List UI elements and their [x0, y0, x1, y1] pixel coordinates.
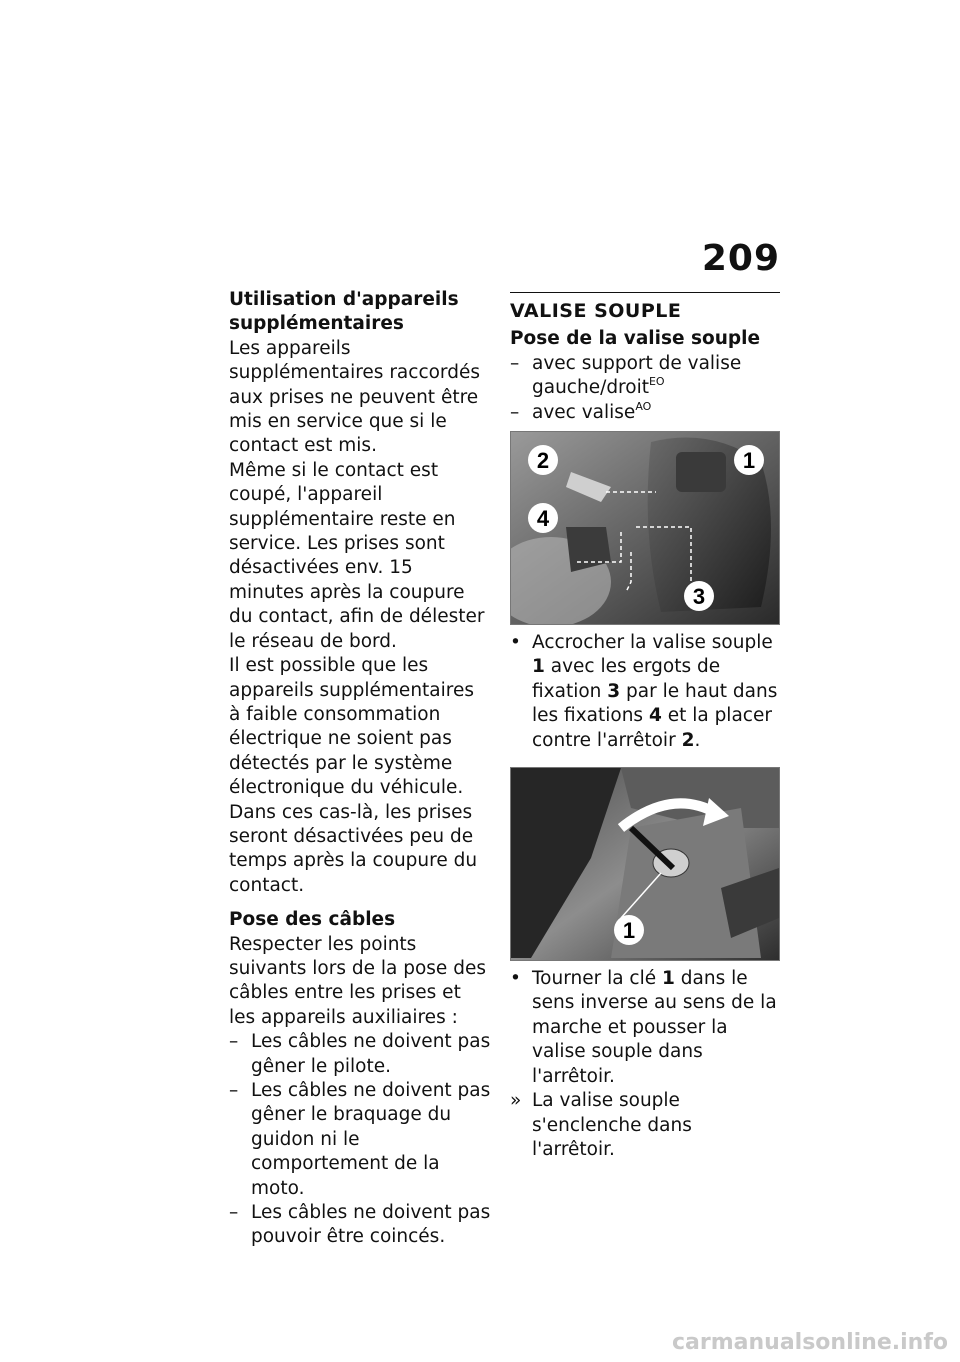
left-column: [229, 288, 491, 1250]
step-turn-key: • Tourner la clé 1 dans le sens inverse au sens de la marche et pousser la valise souple dans l'arrêtoir.: [510, 968, 777, 1087]
paragraph-4: Respecter les points suivants lors de la pose des câbles entre les prises et les appareils auxiliaires :: [229, 933, 486, 1028]
list-item: – Les câbles ne doivent pas pouvoir être coincés.: [229, 1202, 491, 1248]
figure-soft-case-mounting: [510, 431, 780, 625]
list-item: – Les câbles ne doivent pas gêner le pilote.: [229, 1031, 491, 1077]
paragraph-3: Il est possible que les appareils supplémentaires à faible consommation électrique ne soient pas détectés par le système électronique du véhicule. Dans ces cas-là, les prises seront désactivées peu de temps après la coupure du contact.: [229, 655, 478, 896]
option-item: – avec support de valise gauche/droit$^{EO}$: [510, 352, 742, 399]
heading-cable-routing: Pose des câbles: [229, 909, 396, 931]
figure-key-lock: [510, 767, 780, 961]
callout-1: [734, 445, 764, 475]
step-hang-case: • Accrocher la valise souple 1 avec les ergots de fixation 3 par le haut dans les fixations 4 et la placer contre l'arrêtoir 2.: [510, 632, 778, 751]
paragraph-2: Même si le contact est coupé, l'appareil supplémentaire reste en service. Les prises sont désactivées env. 15 minutes après la coupure du contact, afin de délester le réseau de bord.: [229, 459, 485, 652]
option-item: – avec valise$^{AO}$: [510, 399, 652, 423]
svg-text:1: 1: [622, 918, 636, 944]
svg-text:2: 2: [536, 448, 550, 474]
heading-soft-case: Pose de la valise souple: [510, 328, 761, 350]
callout-3: [684, 581, 714, 611]
section-header: [510, 292, 780, 323]
page-number: 209: [701, 238, 780, 279]
svg-text:3: 3: [692, 584, 706, 610]
result-item: » La valise souple s'enclenche dans l'arrêtoir.: [510, 1090, 692, 1160]
watermark: carmanualsonline.info: [672, 1330, 948, 1355]
list-item: – Les câbles ne doivent pas gêner le braquage du guidon ni le comportement de la moto.: [229, 1080, 491, 1199]
callout-2: [528, 445, 558, 475]
callout-1: [614, 915, 644, 945]
section-title: VALISE SOUPLE: [510, 300, 682, 322]
svg-text:4: 4: [536, 506, 550, 532]
right-column: [510, 292, 780, 1162]
svg-text:1: 1: [742, 448, 756, 474]
callout-4: [528, 503, 558, 533]
paragraph-1: Les appareils supplémentaires raccordés aux prises ne peuvent être mis en service que si le contact est mis.: [229, 337, 480, 457]
heading-additional-devices: Utilisation d'appareils supplémentaires: [229, 289, 459, 335]
